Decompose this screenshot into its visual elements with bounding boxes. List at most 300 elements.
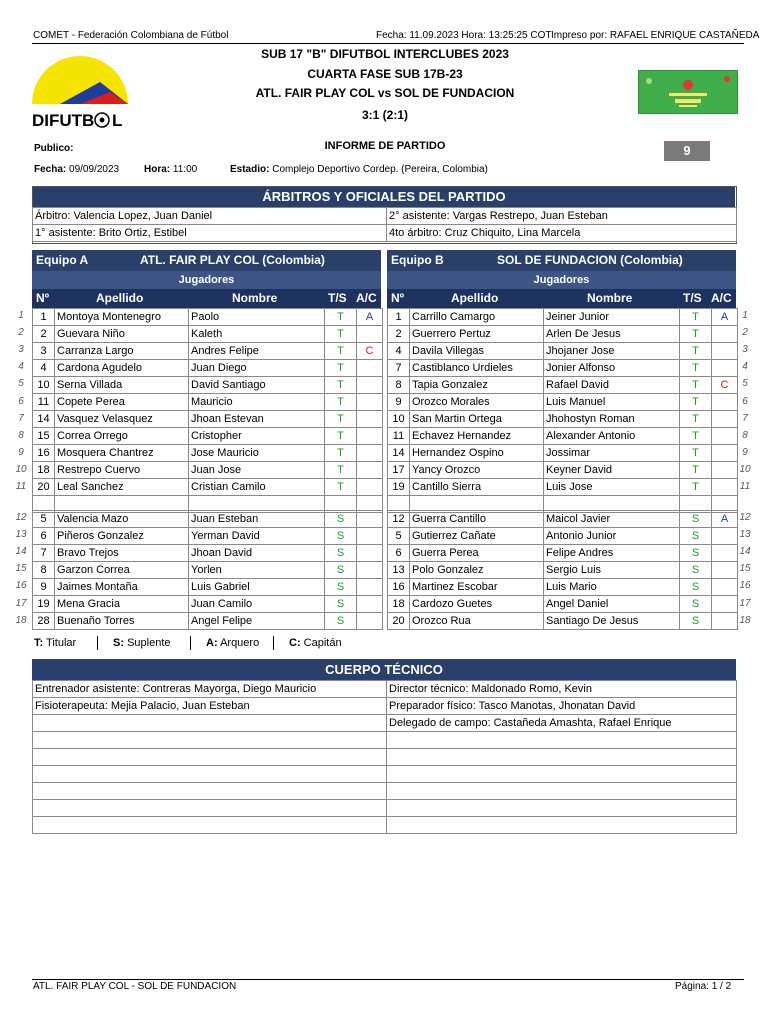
col-apellido: Apellido (96, 291, 144, 305)
player-name: Alexander Antonio (544, 428, 680, 445)
player-name: Juan Diego (189, 360, 325, 377)
player-name: Keyner David (544, 462, 680, 479)
staff-member-left: Fisioterapeuta: Mejia Palacio, Juan Esteban (33, 698, 387, 715)
player-number: 14 (33, 411, 55, 428)
player-name: Arlen De Jesus (544, 326, 680, 343)
team-b-label: Equipo B (391, 253, 444, 267)
staff-row (33, 715, 737, 732)
player-surname: Cardozo Guetes (410, 596, 544, 613)
player-number: 5 (33, 511, 55, 528)
player-number: 17 (388, 462, 410, 479)
player-role (357, 360, 383, 377)
player-surname: Cardona Agudelo (55, 360, 189, 377)
player-role (357, 511, 383, 528)
staff-member-right (387, 732, 737, 749)
player-row (33, 596, 383, 613)
player-surname: Valencia Mazo (55, 511, 189, 528)
player-name: David Santiago (189, 377, 325, 394)
player-status: S (680, 545, 712, 562)
player-surname: Cantillo Sierra (410, 479, 544, 496)
row-index: 10 (739, 463, 751, 475)
team-b-column-header: Nº Apellido Nombre T/S A/C (387, 289, 736, 308)
player-row (33, 343, 383, 360)
player-row (33, 613, 383, 630)
team-b-name: SOL DE FUNDACION (Colombia) (497, 253, 683, 267)
player-number: 2 (33, 326, 55, 343)
row-index: 9 (18, 446, 24, 458)
team-a-column-header (32, 289, 381, 308)
player-name: Cristopher (189, 428, 325, 445)
player-role (357, 462, 383, 479)
player-status: S (325, 511, 357, 528)
player-role (357, 326, 383, 343)
staff-member-left: Entrenador asistente: Contreras Mayorga, Diego Mauricio (33, 681, 387, 698)
player-name: Andres Felipe (189, 343, 325, 360)
player-number: 11 (388, 428, 410, 445)
staff-member-left (33, 732, 387, 749)
player-surname: Carranza Largo (55, 343, 189, 360)
player-number: 19 (33, 596, 55, 613)
federation-name: COMET - Federación Colombiana de Fútbol (33, 30, 229, 41)
row-index: 17 (739, 597, 751, 609)
player-surname: Restrepo Cuervo (55, 462, 189, 479)
row-index: 5 (742, 378, 748, 390)
player-surname: Orozco Rua (410, 613, 544, 630)
row-index: 10 (15, 463, 27, 475)
player-role (357, 479, 383, 496)
player-name: Antonio Junior (544, 528, 680, 545)
player-row (388, 562, 738, 579)
row-index: 7 (18, 412, 24, 424)
player-row (388, 613, 738, 630)
player-role (357, 528, 383, 545)
staff-row (33, 817, 737, 834)
player-status: T (325, 462, 357, 479)
player-row (388, 528, 738, 545)
player-status: S (680, 562, 712, 579)
player-row (388, 411, 738, 428)
player-role (712, 360, 738, 377)
player-number: 16 (388, 579, 410, 596)
referee-main: Árbitro: Valencia Lopez, Juan Daniel (33, 208, 387, 225)
player-surname: Martinez Escobar (410, 579, 544, 596)
player-role (712, 613, 738, 630)
player-number: 13 (388, 562, 410, 579)
player-name: Felipe Andres (544, 545, 680, 562)
staff-row (33, 800, 737, 817)
player-surname: Orozco Morales (410, 394, 544, 411)
tournament-logo (638, 70, 738, 114)
player-surname: Garzon Correa (55, 562, 189, 579)
staff-member-right (387, 800, 737, 817)
player-surname: Buenaño Torres (55, 613, 189, 630)
player-role: C (357, 343, 383, 360)
player-row (33, 462, 383, 479)
player-name: Cristian Camilo (189, 479, 325, 496)
col-number: Nº (36, 291, 50, 305)
referee-assistant-1: 1° asistente: Brito Ortiz, Estibel (33, 225, 387, 242)
referee-fourth: 4to árbitro: Cruz Chiquito, Lina Marcela (387, 225, 737, 242)
row-index: 16 (739, 580, 751, 592)
team-a-subs-table (32, 510, 383, 630)
staff-row (33, 749, 737, 766)
staff-table (32, 680, 737, 834)
player-name: Jhojaner Jose (544, 343, 680, 360)
svg-text:L: L (112, 111, 123, 130)
row-index: 1 (742, 310, 748, 321)
footer-match: ATL. FAIR PLAY COL - SOL DE FUNDACION (33, 981, 237, 992)
player-surname: Gutierrez Cañate (410, 528, 544, 545)
logo-text: DIFUTB (32, 111, 95, 130)
player-row (33, 579, 383, 596)
player-name: Luis Manuel (544, 394, 680, 411)
player-role (712, 343, 738, 360)
staff-member-right (387, 766, 737, 783)
player-role: A (357, 309, 383, 326)
player-role (712, 394, 738, 411)
team-b-header (387, 250, 736, 271)
player-role (357, 445, 383, 462)
player-role (357, 411, 383, 428)
staff-row (33, 681, 737, 698)
team-b-subs-table (387, 510, 738, 630)
player-row (33, 445, 383, 462)
difutbol-logo (30, 52, 130, 132)
player-number: 9 (33, 579, 55, 596)
row-index: 4 (18, 361, 24, 373)
player-number: 7 (388, 360, 410, 377)
player-status: T (325, 360, 357, 377)
row-index: 7 (742, 412, 748, 424)
row-index: 4 (742, 361, 748, 373)
player-status: T (680, 428, 712, 445)
player-number: 18 (33, 462, 55, 479)
player-role (357, 428, 383, 445)
player-row (33, 562, 383, 579)
player-row (33, 411, 383, 428)
player-surname: Leal Sanchez (55, 479, 189, 496)
staff-member-right (387, 783, 737, 800)
player-role (357, 377, 383, 394)
player-status: T (325, 343, 357, 360)
row-index: 15 (15, 563, 27, 575)
player-number: 16 (33, 445, 55, 462)
staff-title: CUERPO TÉCNICO (32, 659, 736, 680)
player-surname: Davila Villegas (410, 343, 544, 360)
player-number: 4 (388, 343, 410, 360)
player-status: T (325, 479, 357, 496)
player-status: S (680, 579, 712, 596)
player-status: T (325, 411, 357, 428)
footer-page: Página: 1 / 2 (675, 981, 732, 992)
player-status: T (680, 445, 712, 462)
player-status: T (680, 394, 712, 411)
player-status: S (680, 596, 712, 613)
team-a-header (32, 250, 381, 271)
player-surname: Mena Gracia (55, 596, 189, 613)
player-name: Jeiner Junior (544, 309, 680, 326)
row-index: 13 (739, 529, 751, 541)
team-a-starters-table (32, 308, 383, 513)
player-status: T (680, 343, 712, 360)
player-role (712, 562, 738, 579)
player-role: C (712, 377, 738, 394)
player-row (33, 545, 383, 562)
match-date: Fecha: 09/09/2023 (34, 164, 120, 175)
player-name: Sergio Luis (544, 562, 680, 579)
player-role (712, 545, 738, 562)
player-row (33, 309, 383, 326)
player-number: 28 (33, 613, 55, 630)
legend-suplente: S: Suplente (113, 637, 171, 649)
player-surname: Hernandez Ospino (410, 445, 544, 462)
col-ac: A/C (356, 291, 377, 305)
print-datetime: Fecha: 11.09.2023 Hora: 13:25:25 COT (376, 30, 552, 41)
staff-member-right: Preparador físico: Tasco Manotas, Jhonatan David (387, 698, 737, 715)
staff-member-left (33, 715, 387, 732)
player-row (388, 445, 738, 462)
legend-arquero: A: Arquero (206, 637, 260, 649)
player-status: S (325, 613, 357, 630)
player-status: T (325, 445, 357, 462)
player-status: T (680, 360, 712, 377)
player-number: 1 (33, 309, 55, 326)
player-role (357, 562, 383, 579)
row-index: 12 (739, 512, 751, 523)
player-row (388, 596, 738, 613)
player-surname: Yancy Orozco (410, 462, 544, 479)
player-name: Rafael David (544, 377, 680, 394)
player-role (357, 596, 383, 613)
player-row (388, 394, 738, 411)
match-score: 3:1 (2:1) (361, 108, 408, 122)
row-index: 8 (742, 429, 748, 441)
player-status: T (325, 309, 357, 326)
player-name: Jose Mauricio (189, 445, 325, 462)
col-nombre: Nombre (232, 291, 278, 305)
player-status: T (680, 309, 712, 326)
player-status: T (325, 428, 357, 445)
player-name: Santiago De Jesus (544, 613, 680, 630)
player-role (712, 428, 738, 445)
player-role (712, 479, 738, 496)
player-name: Juan Jose (189, 462, 325, 479)
player-surname: Piñeros Gonzalez (55, 528, 189, 545)
row-index: 13 (15, 529, 27, 541)
team-a-label: Equipo A (36, 253, 89, 267)
row-index: 9 (742, 446, 748, 458)
player-name: Juan Esteban (189, 511, 325, 528)
player-row (33, 528, 383, 545)
player-row (388, 326, 738, 343)
player-row (33, 326, 383, 343)
player-row (388, 377, 738, 394)
player-name: Angel Daniel (544, 596, 680, 613)
player-row (388, 428, 738, 445)
player-role (357, 579, 383, 596)
player-row (33, 360, 383, 377)
player-name: Jossimar (544, 445, 680, 462)
player-row (388, 479, 738, 496)
player-status: S (325, 562, 357, 579)
player-number: 12 (388, 511, 410, 528)
player-name: Kaleth (189, 326, 325, 343)
row-index: 3 (742, 344, 748, 356)
player-number: 4 (33, 360, 55, 377)
legend-divider (190, 636, 191, 650)
competition-title: SUB 17 "B" DIFUTBOL INTERCLUBES 2023 (261, 47, 509, 61)
player-name: Luis Jose (544, 479, 680, 496)
player-row (33, 394, 383, 411)
player-role (357, 394, 383, 411)
player-status: T (325, 326, 357, 343)
staff-row (33, 766, 737, 783)
player-status: T (680, 326, 712, 343)
player-surname: Vasquez Velasquez (55, 411, 189, 428)
player-row (33, 479, 383, 496)
player-number: 10 (388, 411, 410, 428)
row-index: 18 (15, 614, 27, 626)
row-index: 17 (15, 597, 27, 609)
player-status: S (325, 596, 357, 613)
player-status: T (325, 394, 357, 411)
legend-divider (97, 636, 98, 650)
team-b-players-title: Jugadores (387, 271, 736, 289)
player-number: 15 (33, 428, 55, 445)
player-surname: Tapia Gonzalez (410, 377, 544, 394)
row-index: 12 (15, 512, 27, 523)
match-number-badge: 9 (664, 141, 710, 161)
row-index: 11 (15, 481, 27, 492)
report-title: INFORME DE PARTIDO (324, 140, 446, 152)
header-divider (32, 43, 744, 44)
player-name: Maicol Javier (544, 511, 680, 528)
staff-member-left (33, 783, 387, 800)
staff-member-left (33, 800, 387, 817)
player-number: 2 (388, 326, 410, 343)
row-index: 18 (739, 614, 751, 626)
player-role: A (712, 309, 738, 326)
footer-divider (32, 979, 744, 980)
match-time: Hora: 11:00 (144, 164, 198, 175)
legend-divider (273, 636, 274, 650)
player-role (712, 596, 738, 613)
player-surname: Montoya Montenegro (55, 309, 189, 326)
player-number: 11 (33, 394, 55, 411)
row-index: 3 (18, 344, 24, 356)
player-name: Juan Camilo (189, 596, 325, 613)
player-role: A (712, 511, 738, 528)
player-surname: Guerra Cantillo (410, 511, 544, 528)
player-number: 8 (33, 562, 55, 579)
row-index: 8 (18, 429, 24, 441)
row-index: 1 (18, 310, 24, 321)
player-surname: Guerra Perea (410, 545, 544, 562)
player-number: 3 (33, 343, 55, 360)
player-surname: Jaimes Montaña (55, 579, 189, 596)
match-title: ATL. FAIR PLAY COL vs SOL DE FUNDACION (255, 86, 515, 100)
player-number: 6 (388, 545, 410, 562)
player-surname: Guevara Niño (55, 326, 189, 343)
staff-member-right: Delegado de campo: Castañeda Amashta, Rafael Enrique (387, 715, 737, 732)
player-number: 8 (388, 377, 410, 394)
player-row (33, 377, 383, 394)
team-a-players-title: Jugadores (32, 271, 381, 289)
player-number: 9 (388, 394, 410, 411)
player-row (388, 462, 738, 479)
player-surname: Polo Gonzalez (410, 562, 544, 579)
row-index: 6 (742, 395, 748, 407)
col-ts: T/S (328, 291, 347, 305)
player-row (388, 579, 738, 596)
player-name: Angel Felipe (189, 613, 325, 630)
referees-table (32, 207, 737, 242)
publico-label: Publico: (34, 143, 74, 154)
staff-member-right: Director técnico: Maldonado Romo, Kevin (387, 681, 737, 698)
row-index: 2 (742, 327, 748, 339)
player-role (357, 545, 383, 562)
player-row (388, 511, 738, 528)
player-status: T (680, 411, 712, 428)
player-row (33, 511, 383, 528)
legend-capitan: C: Capitán (289, 637, 342, 649)
player-number: 14 (388, 445, 410, 462)
row-index: 11 (739, 481, 751, 492)
player-surname: Copete Perea (55, 394, 189, 411)
player-row (33, 428, 383, 445)
player-status: S (680, 613, 712, 630)
player-number: 19 (388, 479, 410, 496)
player-number: 6 (33, 528, 55, 545)
match-stadium: Estadio: Complejo Deportivo Cordep. (Pereira, Colombia) (230, 164, 488, 175)
player-status: S (325, 579, 357, 596)
row-index: 16 (15, 580, 27, 592)
row-index: 15 (739, 563, 751, 575)
row-index: 5 (18, 378, 24, 390)
player-surname: San Martin Ortega (410, 411, 544, 428)
player-row (388, 545, 738, 562)
player-surname: Carrillo Camargo (410, 309, 544, 326)
player-status: T (325, 377, 357, 394)
player-role (712, 528, 738, 545)
staff-member-left (33, 749, 387, 766)
staff-row (33, 698, 737, 715)
player-surname: Bravo Trejos (55, 545, 189, 562)
player-surname: Echavez Hernandez (410, 428, 544, 445)
staff-member-left (33, 817, 387, 834)
player-name: Yorlen (189, 562, 325, 579)
staff-member-right (387, 817, 737, 834)
staff-row (33, 732, 737, 749)
staff-member-right (387, 749, 737, 766)
player-number: 18 (388, 596, 410, 613)
player-status: T (680, 462, 712, 479)
player-status: S (325, 545, 357, 562)
player-status: S (680, 528, 712, 545)
staff-row (33, 783, 737, 800)
player-name: Yerman David (189, 528, 325, 545)
row-index: 14 (15, 546, 27, 558)
row-index: 6 (18, 395, 24, 407)
player-row (388, 343, 738, 360)
row-index: 2 (18, 327, 24, 339)
printed-by: Impreso por: RAFAEL ENRIQUE CASTAÑEDA (551, 30, 760, 41)
referees-title: ÁRBITROS Y OFICIALES DEL PARTIDO (33, 187, 735, 207)
legend-titular: T: Titular (34, 637, 77, 649)
player-surname: Mosquera Chantrez (55, 445, 189, 462)
player-role (712, 445, 738, 462)
referee-assistant-2: 2° asistente: Vargas Restrepo, Juan Esteban (387, 208, 737, 225)
